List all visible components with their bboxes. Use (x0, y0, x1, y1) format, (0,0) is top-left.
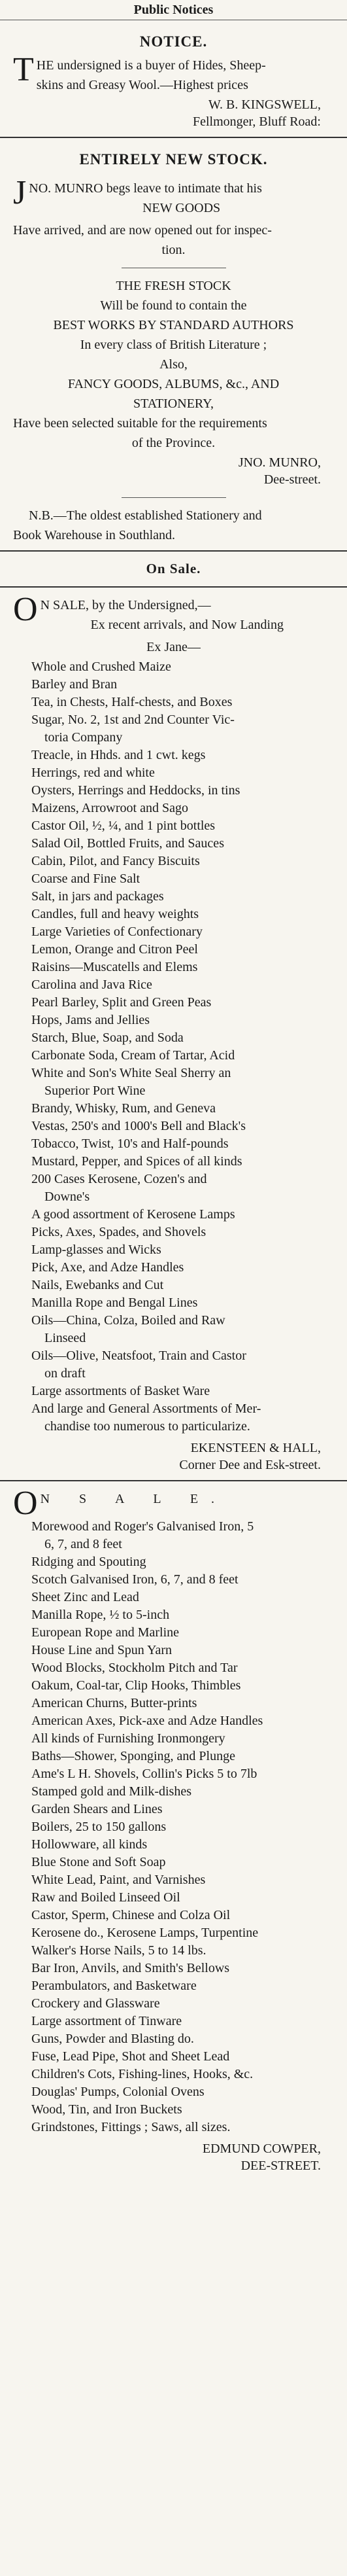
list-item: American Axes, Pick-axe and Adze Handles (31, 1714, 263, 1728)
list-item: Downe's (44, 1190, 90, 1204)
list-item: Pearl Barley, Split and Green Peas (31, 995, 212, 1010)
sale2-item-list (13, 1518, 334, 2136)
notice-signature-name: W. B. KINGSWELL, (208, 97, 321, 112)
list-item: Castor, Sperm, Chinese and Colza Oil (31, 1908, 231, 1922)
sale1-intro (13, 594, 334, 636)
list-item: Mustard, Pepper, and Spices of all kinds (31, 1154, 242, 1169)
notice-heading: NOTICE. (139, 33, 208, 50)
list-item: Baths—Shower, Sponging, and Plunge (31, 1749, 235, 1763)
list-item: Castor Oil, ½, ¼, and 1 pint bottles (31, 819, 216, 833)
list-item: Boilers, 25 to 150 gallons (31, 1820, 167, 1834)
list-item: European Rope and Marline (31, 1625, 180, 1640)
notice-signature-address: Fellmonger, Bluff Road: (192, 115, 321, 129)
sale2-signature-address: DEE-STREET. (240, 2159, 321, 2173)
on-sale-heading: On Sale. (146, 561, 201, 576)
list-item: And large and General Assortments of Mer- (31, 1402, 261, 1416)
list-item: Large Varieties of Confectionary (31, 925, 203, 939)
notice-line-2: skins and Greasy Wool.—Highest prices (36, 78, 248, 92)
sale2-dropcap: O (13, 1488, 38, 1518)
list-item: Blue Stone and Soft Soap (31, 1855, 166, 1869)
list-item: Pick, Axe, and Adze Handles (31, 1260, 184, 1275)
list-item: chandise too numerous to particularize. (44, 1419, 250, 1434)
list-item: Fuse, Lead Pipe, Shot and Sheet Lead (31, 2049, 230, 2064)
list-item: Salt, in jars and packages (31, 889, 164, 904)
sale1-line-3: Ex Jane— (146, 640, 201, 654)
list-item: Bar Iron, Anvils, and Smith's Bellows (31, 1961, 230, 1975)
list-item: Nails, Ewebanks and Cut (31, 1278, 164, 1292)
list-item: A good assortment of Kerosene Lamps (31, 1207, 235, 1222)
new-stock-advert (0, 145, 347, 544)
new-stock-heading: ENTIRELY NEW STOCK. (79, 151, 268, 168)
notice-body (13, 54, 334, 96)
list-item: Kerosene do., Kerosene Lamps, Turpentine (31, 1926, 259, 1940)
notice-advert (0, 27, 347, 130)
list-item: Sugar, No. 2, 1st and 2nd Counter Vic- (31, 713, 235, 727)
list-item: Hollowware, all kinds (31, 1837, 148, 1852)
list-item: toria Company (44, 730, 123, 745)
edmund-cowper-advert (0, 1488, 347, 2174)
list-item: Starch, Blue, Soap, and Soda (31, 1031, 184, 1045)
list-item: Vestas, 250's and 1000's Bell and Black's (31, 1119, 246, 1133)
list-item: Crockery and Glassware (31, 1996, 160, 2011)
list-item: Oils—China, Colza, Boiled and Raw (31, 1313, 225, 1328)
list-item: Barley and Bran (31, 677, 118, 692)
new-stock-line-2: NEW GOODS (142, 201, 221, 215)
list-item: Garden Shears and Lines (31, 1802, 163, 1816)
list-item: Wood, Tin, and Iron Buckets (31, 2102, 182, 2117)
list-item: Ame's L H. Shovels, Collin's Picks 5 to 7lb (31, 1767, 257, 1781)
sale2-intro (13, 1488, 334, 1518)
sale1-line-2: Ex recent arrivals, and Now Landing (90, 618, 284, 632)
list-item: Children's Cots, Fishing-lines, Hooks, &c. (31, 2067, 254, 2081)
list-item: Maizens, Arrowroot and Sago (31, 801, 188, 815)
new-stock-intro (13, 177, 334, 219)
list-item: Large assortments of Basket Ware (31, 1384, 210, 1398)
list-item: 6, 7, and 8 feet (44, 1537, 122, 1551)
list-item: Scotch Galvanised Iron, 6, 7, and 8 feet (31, 1572, 239, 1587)
divider (0, 586, 347, 588)
fresh-stock-line-6: STATIONERY, (133, 397, 214, 411)
list-item: on draft (44, 1366, 86, 1381)
list-item: White Lead, Paint, and Varnishes (31, 1873, 206, 1887)
list-item: Hops, Jams and Jellies (31, 1013, 150, 1027)
new-stock-line-4: tion. (161, 243, 186, 257)
new-stock-signature-name: JNO. MUNRO, (238, 455, 321, 470)
list-item: Oils—Olive, Neatsfoot, Train and Castor (31, 1349, 246, 1363)
list-item: 200 Cases Kerosene, Cozen's and (31, 1172, 207, 1186)
sale1-dropcap: O (13, 594, 38, 628)
list-item: Linseed (44, 1331, 86, 1345)
list-item: Douglas' Pumps, Colonial Ovens (31, 2085, 205, 2099)
list-item: Superior Port Wine (44, 1084, 146, 1098)
list-item: Salad Oil, Bottled Fruits, and Sauces (31, 836, 224, 851)
list-item: Raw and Boiled Linseed Oil (31, 1890, 180, 1905)
sale1-signature-address: Corner Dee and Esk-street. (179, 1458, 321, 1472)
list-item: Picks, Axes, Spades, and Shovels (31, 1225, 207, 1239)
fresh-stock-line-1: Will be found to contain the (100, 298, 247, 313)
list-item: White and Son's White Seal Sherry an (31, 1066, 231, 1080)
sale2-signature-name: EDMUND COWPER, (202, 2142, 321, 2156)
list-item: Whole and Crushed Maize (31, 660, 171, 674)
list-item: Manilla Rope and Bengal Lines (31, 1296, 198, 1310)
new-stock-line-1: NO. MUNRO begs leave to intimate that his (29, 181, 262, 196)
new-stock-line-3: Have arrived, and are now opened out for inspec- (13, 223, 272, 238)
list-item: Large assortment of Tinware (31, 2014, 182, 2028)
list-item: All kinds of Furnishing Ironmongery (31, 1731, 225, 1746)
list-item: Brandy, Whisky, Rum, and Geneva (31, 1101, 216, 1116)
page-title: Public Notices (0, 0, 347, 20)
new-stock-dropcap: J (13, 177, 27, 211)
sale1-item-list (13, 658, 334, 1436)
list-item: Oakum, Coal-tar, Clip Hooks, Thimbles (31, 1678, 241, 1693)
list-item: Ridging and Spouting (31, 1555, 146, 1569)
fresh-stock-line-4: Also, (159, 357, 188, 372)
list-item: Candles, full and heavy weights (31, 907, 199, 921)
list-item: Treacle, in Hhds. and 1 cwt. kegs (31, 748, 206, 762)
list-item: Carbonate Soda, Cream of Tartar, Acid (31, 1048, 235, 1063)
notice-dropcap: T (13, 54, 34, 88)
list-item: Guns, Powder and Blasting do. (31, 2032, 194, 2046)
list-item: Carolina and Java Rice (31, 978, 152, 992)
list-item: Lamp-glasses and Wicks (31, 1243, 161, 1257)
list-item: Perambulators, and Basketware (31, 1979, 197, 1993)
nb-line-1: N.B.—The oldest established Stationery and (29, 508, 262, 523)
fresh-stock-line-5: FANCY GOODS, ALBUMS, &c., AND (67, 377, 280, 391)
list-item: Herrings, red and white (31, 766, 155, 780)
divider (0, 550, 347, 552)
fresh-stock-line-8: of the Province. (131, 436, 216, 450)
list-item: American Churns, Butter-prints (31, 1696, 197, 1710)
list-item: Manilla Rope, ½ to 5-inch (31, 1608, 170, 1622)
sale1-line-1: N SALE, by the Undersigned,— (40, 598, 211, 612)
list-item: Sheet Zinc and Lead (31, 1590, 139, 1604)
ekensteen-hall-advert (0, 594, 347, 1473)
list-item: Coarse and Fine Salt (31, 872, 140, 886)
divider (0, 1480, 347, 1481)
list-item: House Line and Spun Yarn (31, 1643, 172, 1657)
nb-line-2: Book Warehouse in Southland. (13, 528, 175, 542)
list-item: Tea, in Chests, Half-chests, and Boxes (31, 695, 233, 709)
list-item: Walker's Horse Nails, 5 to 14 lbs. (31, 1943, 207, 1958)
sale2-heading: N S A L E. (40, 1492, 228, 1506)
list-item: Oysters, Herrings and Heddocks, in tins (31, 783, 240, 798)
sale1-signature-name: EKENSTEEN & HALL, (190, 1441, 321, 1455)
fresh-stock-line-2: BEST WORKS BY STANDARD AUTHORS (53, 318, 294, 332)
notice-line-1: HE undersigned is a buyer of Hides, Sheep- (36, 58, 266, 73)
list-item: Stamped gold and Milk-dishes (31, 1784, 191, 1799)
list-item: Lemon, Orange and Citron Peel (31, 942, 198, 957)
list-item: Raisins—Muscatells and Elems (31, 960, 198, 974)
new-stock-signature-address: Dee-street. (263, 472, 321, 487)
short-divider (122, 497, 226, 498)
fresh-stock-title: THE FRESH STOCK (116, 279, 231, 293)
list-item: Cabin, Pilot, and Fancy Biscuits (31, 854, 200, 868)
list-item: Morewood and Roger's Galvanised Iron, 5 (31, 1519, 254, 1534)
list-item: Grindstones, Fittings ; Saws, all sizes. (31, 2120, 231, 2134)
fresh-stock-line-3: In every class of British Literature ; (80, 338, 267, 352)
list-item: Wood Blocks, Stockholm Pitch and Tar (31, 1661, 238, 1675)
fresh-stock-line-7: Have been selected suitable for the requirements (13, 416, 267, 431)
list-item: Tobacco, Twist, 10's and Half-pounds (31, 1137, 229, 1151)
divider (0, 137, 347, 138)
